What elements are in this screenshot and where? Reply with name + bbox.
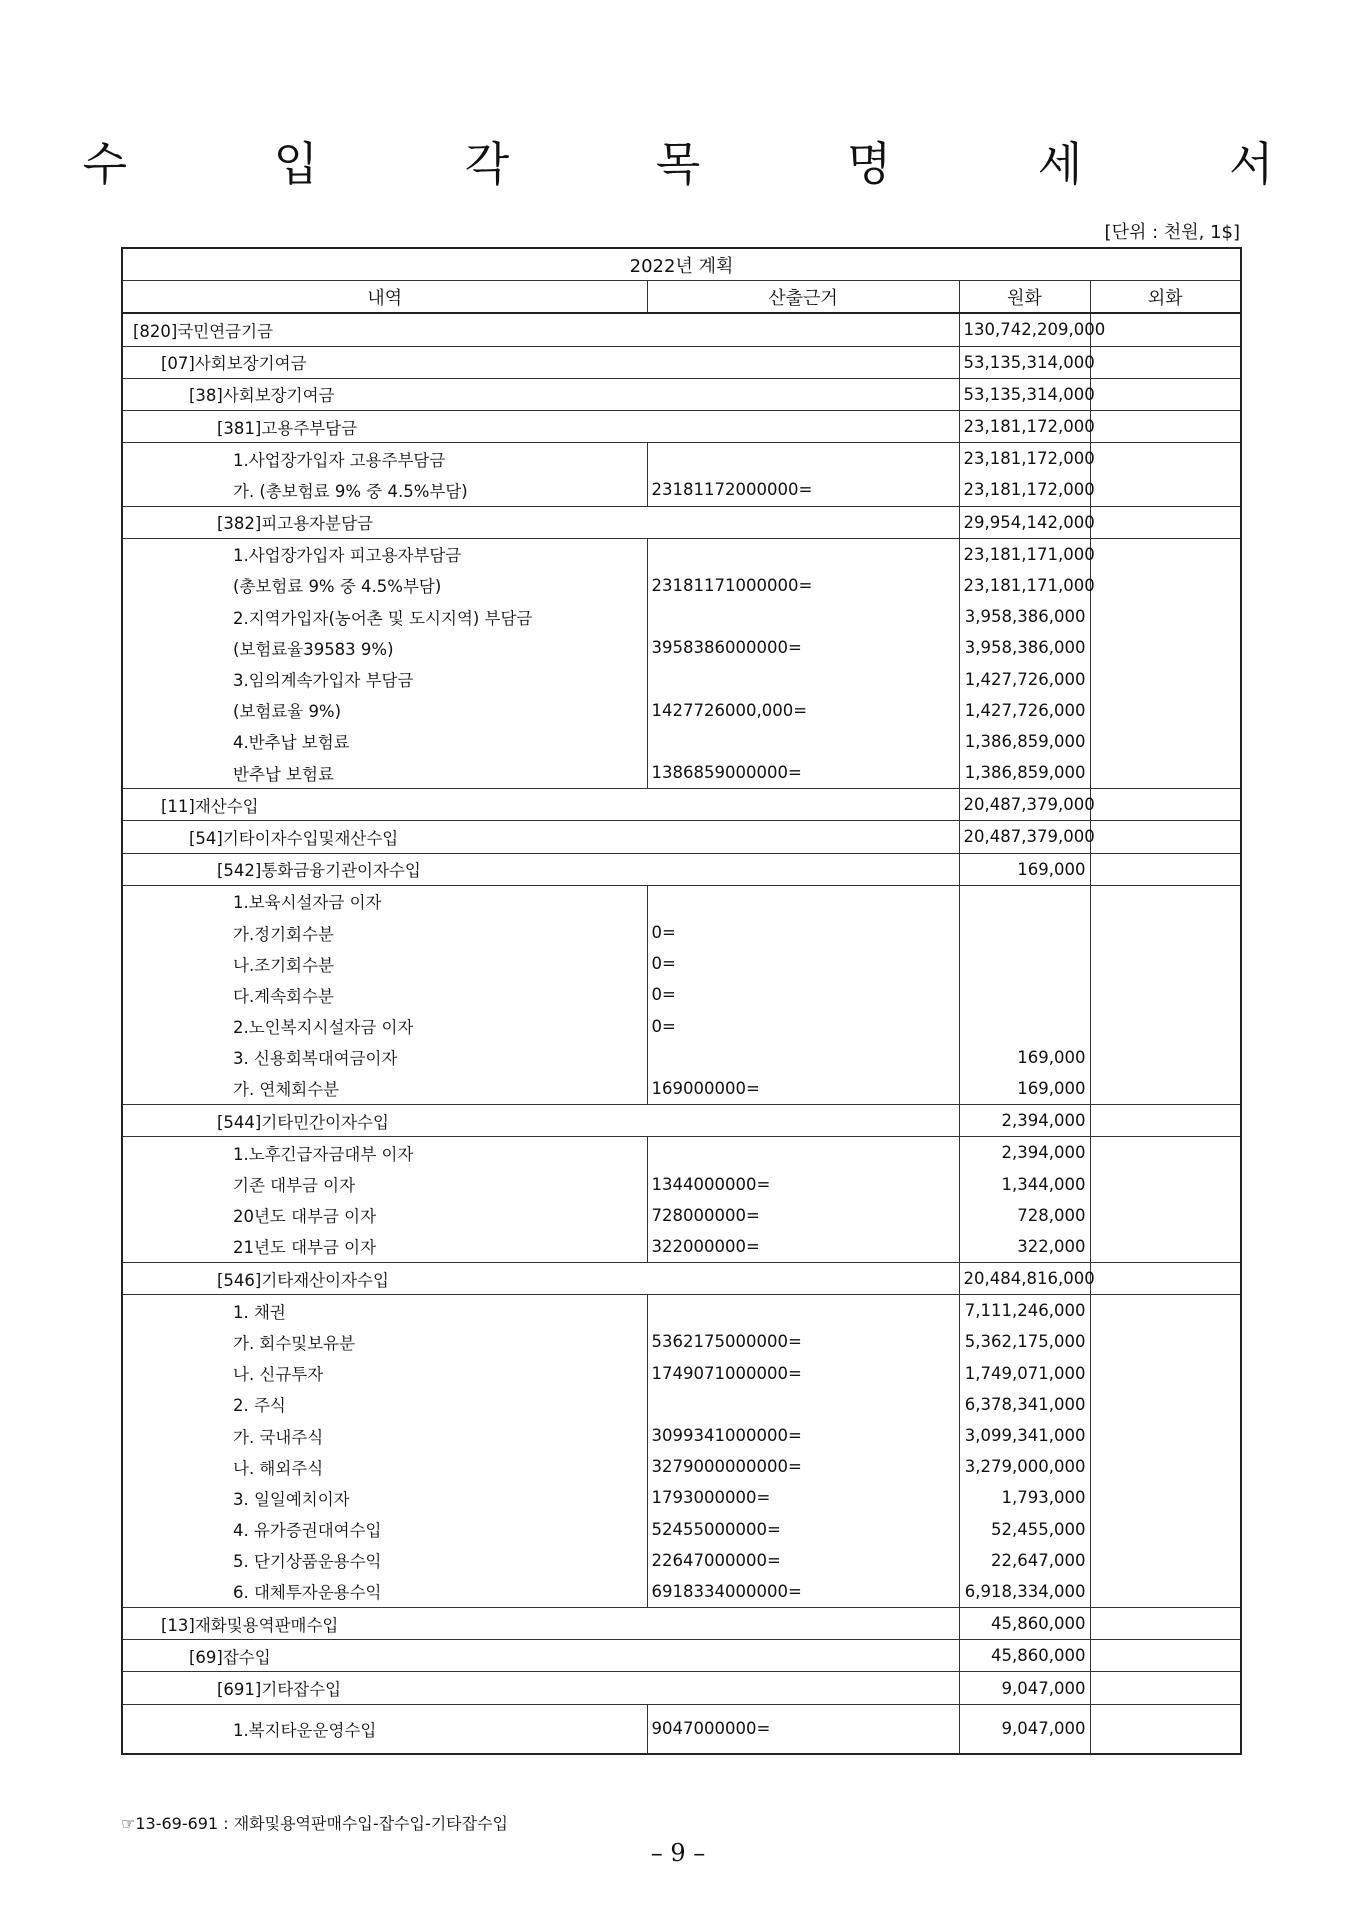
calculation-basis: 1427726000,000= [647,695,959,726]
calculation-basis: 0= [647,1011,959,1042]
krw-amount: 3,279,000,000 [959,1451,1090,1482]
table-row [122,1042,1241,1073]
foreign-amount [1090,821,1241,853]
table-row [122,1389,1241,1420]
foreign-amount [1090,1545,1241,1576]
plan-year-header: 2022년 계획 [122,248,1241,281]
table-row [122,1672,1241,1704]
calculation-basis [647,538,959,570]
item-description: [544]기타민간이자수입 [122,1105,959,1137]
foreign-amount [1090,663,1241,694]
calculation-basis: 169000000= [647,1073,959,1105]
table-row [122,1200,1241,1231]
item-description: [546]기타재산이자수입 [122,1263,959,1295]
item-description: 4. 유가증권대여수입 [122,1514,647,1545]
krw-amount: 1,386,859,000 [959,726,1090,757]
column-header-basis: 산출근거 [647,281,959,314]
calculation-basis [647,1137,959,1169]
calculation-basis [647,885,959,917]
foreign-amount [1090,1105,1241,1137]
foreign-amount [1090,1042,1241,1073]
calculation-basis: 0= [647,948,959,979]
foreign-amount [1090,1168,1241,1199]
foreign-amount [1090,601,1241,632]
table-row [122,1482,1241,1513]
item-description: 가. 연체회수분 [122,1073,647,1105]
calculation-basis: 6918334000000= [647,1576,959,1608]
item-description: 2. 주식 [122,1389,647,1420]
krw-amount: 2,394,000 [959,1137,1090,1169]
calculation-basis: 728000000= [647,1200,959,1231]
table-row [122,757,1241,789]
krw-amount: 23,181,172,000 [959,443,1090,475]
foreign-amount [1090,853,1241,885]
table-row [122,821,1241,853]
foreign-amount [1090,570,1241,601]
krw-amount: 169,000 [959,1042,1090,1073]
krw-amount: 20,487,379,000 [959,821,1090,853]
table-row [122,1326,1241,1357]
item-description: 가.정기회수분 [122,917,647,948]
item-description: 나.조기회수분 [122,948,647,979]
table-row [122,1231,1241,1263]
column-header-description: 내역 [122,281,647,314]
table-row [122,632,1241,663]
foreign-amount [1090,410,1241,442]
item-description: 20년도 대부금 이자 [122,1200,647,1231]
krw-amount [959,917,1090,948]
table-row [122,1704,1241,1754]
item-description: 반추납 보험료 [122,757,647,789]
krw-amount: 29,954,142,000 [959,506,1090,538]
krw-amount [959,885,1090,917]
table-row [122,1358,1241,1389]
foreign-amount [1090,1640,1241,1672]
foreign-amount [1090,1389,1241,1420]
table-row [122,538,1241,570]
table-row [122,663,1241,694]
item-description: 1.사업장가입자 피고용자부담금 [122,538,647,570]
item-description: (보험료율 9%) [122,695,647,726]
foreign-amount [1090,1137,1241,1169]
foreign-amount [1090,313,1241,346]
calculation-basis [647,1042,959,1073]
table-row [122,313,1241,346]
calculation-basis: 9047000000= [647,1704,959,1754]
foreign-amount [1090,632,1241,663]
krw-amount: 6,378,341,000 [959,1389,1090,1420]
item-description: 21년도 대부금 이자 [122,1231,647,1263]
table-row [122,570,1241,601]
item-description: 가. (총보험료 9% 중 4.5%부담) [122,474,647,506]
foreign-amount [1090,726,1241,757]
table-row [122,1168,1241,1199]
unit-note: [단위 : 천원, 1$] [1104,222,1240,243]
item-description: [11]재산수입 [122,789,959,821]
calculation-basis: 22647000000= [647,1545,959,1576]
foreign-amount [1090,1672,1241,1704]
krw-amount [959,979,1090,1010]
item-description: 3.임의계속가입자 부담금 [122,663,647,694]
item-description: 2.노인복지시설자금 이자 [122,1011,647,1042]
foreign-amount [1090,474,1241,506]
table-row [122,789,1241,821]
table-row [122,1608,1241,1640]
foreign-amount [1090,1263,1241,1295]
foreign-amount [1090,1326,1241,1357]
foreign-amount [1090,789,1241,821]
calculation-basis: 23181171000000= [647,570,959,601]
krw-amount: 22,647,000 [959,1545,1090,1576]
item-description: 3. 신용회복대여금이자 [122,1042,647,1073]
page-title: 수 입 각 목 명 세 서 [82,137,1340,191]
krw-amount: 53,135,314,000 [959,378,1090,410]
foreign-amount [1090,1704,1241,1754]
footnote: ☞13-69-691 : 재화및용역판매수입-잡수입-기타잡수입 [121,1814,509,1833]
item-description: 1.노후긴급자금대부 이자 [122,1137,647,1169]
foreign-amount [1090,757,1241,789]
krw-amount: 1,749,071,000 [959,1358,1090,1389]
item-description: 1.보육시설자금 이자 [122,885,647,917]
table-row [122,1105,1241,1137]
item-description: 5. 단기상품운용수익 [122,1545,647,1576]
item-description: [38]사회보장기여금 [122,378,959,410]
table-row [122,1640,1241,1672]
table-row [122,1420,1241,1451]
krw-amount: 1,386,859,000 [959,757,1090,789]
krw-amount: 20,484,816,000 [959,1263,1090,1295]
table-row [122,1514,1241,1545]
item-description: 1.복지타운운영수입 [122,1704,647,1754]
table-row [122,378,1241,410]
table-row [122,443,1241,475]
foreign-amount [1090,1420,1241,1451]
item-description: [382]피고용자분담금 [122,506,959,538]
page-number: – 9 – [650,1839,706,1867]
calculation-basis: 1749071000000= [647,1358,959,1389]
krw-amount: 3,958,386,000 [959,632,1090,663]
table-row [122,853,1241,885]
revenue-detail-table [121,247,1242,1755]
table-row [122,346,1241,378]
item-description: [381]고용주부담금 [122,410,959,442]
foreign-amount [1090,695,1241,726]
item-description: [54]기타이자수입및재산수입 [122,821,959,853]
item-description: 3. 일일예치이자 [122,1482,647,1513]
table-row [122,726,1241,757]
item-description: 가. 국내주식 [122,1420,647,1451]
calculation-basis: 0= [647,979,959,1010]
item-description: 2.지역가입자(농어촌 및 도시지역) 부담금 [122,601,647,632]
krw-amount [959,948,1090,979]
krw-amount: 20,487,379,000 [959,789,1090,821]
foreign-amount [1090,1200,1241,1231]
item-description: 가. 회수및보유분 [122,1326,647,1357]
table-row [122,885,1241,917]
table-row [122,1011,1241,1042]
krw-amount [959,1011,1090,1042]
foreign-amount [1090,948,1241,979]
krw-amount: 45,860,000 [959,1640,1090,1672]
krw-amount: 130,742,209,000 [959,313,1090,346]
calculation-basis [647,663,959,694]
table-row [122,1137,1241,1169]
krw-amount: 728,000 [959,1200,1090,1231]
table-row [122,1545,1241,1576]
item-description: 다.계속회수분 [122,979,647,1010]
krw-amount: 6,918,334,000 [959,1576,1090,1608]
calculation-basis: 3279000000000= [647,1451,959,1482]
krw-amount: 3,099,341,000 [959,1420,1090,1451]
item-description: [69]잡수입 [122,1640,959,1672]
krw-amount: 45,860,000 [959,1608,1090,1640]
item-description: [691]기타잡수입 [122,1672,959,1704]
column-header-krw: 원화 [959,281,1090,314]
krw-amount: 322,000 [959,1231,1090,1263]
table-row [122,979,1241,1010]
krw-amount: 1,344,000 [959,1168,1090,1199]
item-description: 나. 해외주식 [122,1451,647,1482]
krw-amount: 169,000 [959,853,1090,885]
table-row [122,410,1241,442]
foreign-amount [1090,346,1241,378]
calculation-basis: 1344000000= [647,1168,959,1199]
table-row [122,948,1241,979]
table-row [122,695,1241,726]
calculation-basis [647,1295,959,1327]
foreign-amount [1090,1358,1241,1389]
calculation-basis: 5362175000000= [647,1326,959,1357]
foreign-amount [1090,1451,1241,1482]
column-header-foreign: 외화 [1090,281,1241,314]
item-description: [820]국민연금기금 [122,313,959,346]
calculation-basis [647,726,959,757]
foreign-amount [1090,506,1241,538]
foreign-amount [1090,1608,1241,1640]
krw-amount: 5,362,175,000 [959,1326,1090,1357]
calculation-basis: 23181172000000= [647,474,959,506]
foreign-amount [1090,1482,1241,1513]
krw-amount: 1,793,000 [959,1482,1090,1513]
foreign-amount [1090,1514,1241,1545]
calculation-basis: 322000000= [647,1231,959,1263]
foreign-amount [1090,443,1241,475]
calculation-basis [647,443,959,475]
calculation-basis: 3099341000000= [647,1420,959,1451]
calculation-basis: 1793000000= [647,1482,959,1513]
calculation-basis [647,601,959,632]
table-row [122,601,1241,632]
table-row [122,474,1241,506]
krw-amount: 23,181,172,000 [959,474,1090,506]
krw-amount: 7,111,246,000 [959,1295,1090,1327]
table-row [122,1073,1241,1105]
krw-amount: 52,455,000 [959,1514,1090,1545]
krw-amount: 23,181,171,000 [959,538,1090,570]
table-body [122,313,1241,1753]
calculation-basis [647,1389,959,1420]
item-description: (보험료율39583 9%) [122,632,647,663]
item-description: 6. 대체투자운용수익 [122,1576,647,1608]
krw-amount: 23,181,172,000 [959,410,1090,442]
item-description: 1. 채권 [122,1295,647,1327]
table-row [122,1263,1241,1295]
krw-amount: 9,047,000 [959,1672,1090,1704]
calculation-basis: 1386859000000= [647,757,959,789]
table-row [122,506,1241,538]
foreign-amount [1090,1295,1241,1327]
foreign-amount [1090,1576,1241,1608]
krw-amount: 169,000 [959,1073,1090,1105]
krw-amount: 1,427,726,000 [959,663,1090,694]
foreign-amount [1090,1073,1241,1105]
item-description: [542]통화금융기관이자수입 [122,853,959,885]
calculation-basis: 0= [647,917,959,948]
foreign-amount [1090,1011,1241,1042]
krw-amount: 2,394,000 [959,1105,1090,1137]
foreign-amount [1090,917,1241,948]
item-description: 1.사업장가입자 고용주부담금 [122,443,647,475]
foreign-amount [1090,979,1241,1010]
krw-amount: 1,427,726,000 [959,695,1090,726]
item-description: [13]재화및용역판매수입 [122,1608,959,1640]
table-row [122,1576,1241,1608]
item-description: (총보험료 9% 중 4.5%부담) [122,570,647,601]
item-description: 나. 신규투자 [122,1358,647,1389]
foreign-amount [1090,378,1241,410]
foreign-amount [1090,885,1241,917]
krw-amount: 9,047,000 [959,1704,1090,1754]
item-description: [07]사회보장기여금 [122,346,959,378]
krw-amount: 3,958,386,000 [959,601,1090,632]
item-description: 기존 대부금 이자 [122,1168,647,1199]
table-row [122,917,1241,948]
table-row [122,1295,1241,1327]
krw-amount: 23,181,171,000 [959,570,1090,601]
foreign-amount [1090,538,1241,570]
calculation-basis: 52455000000= [647,1514,959,1545]
item-description: 4.반추납 보험료 [122,726,647,757]
calculation-basis: 3958386000000= [647,632,959,663]
foreign-amount [1090,1231,1241,1263]
krw-amount: 53,135,314,000 [959,346,1090,378]
table-row [122,1451,1241,1482]
